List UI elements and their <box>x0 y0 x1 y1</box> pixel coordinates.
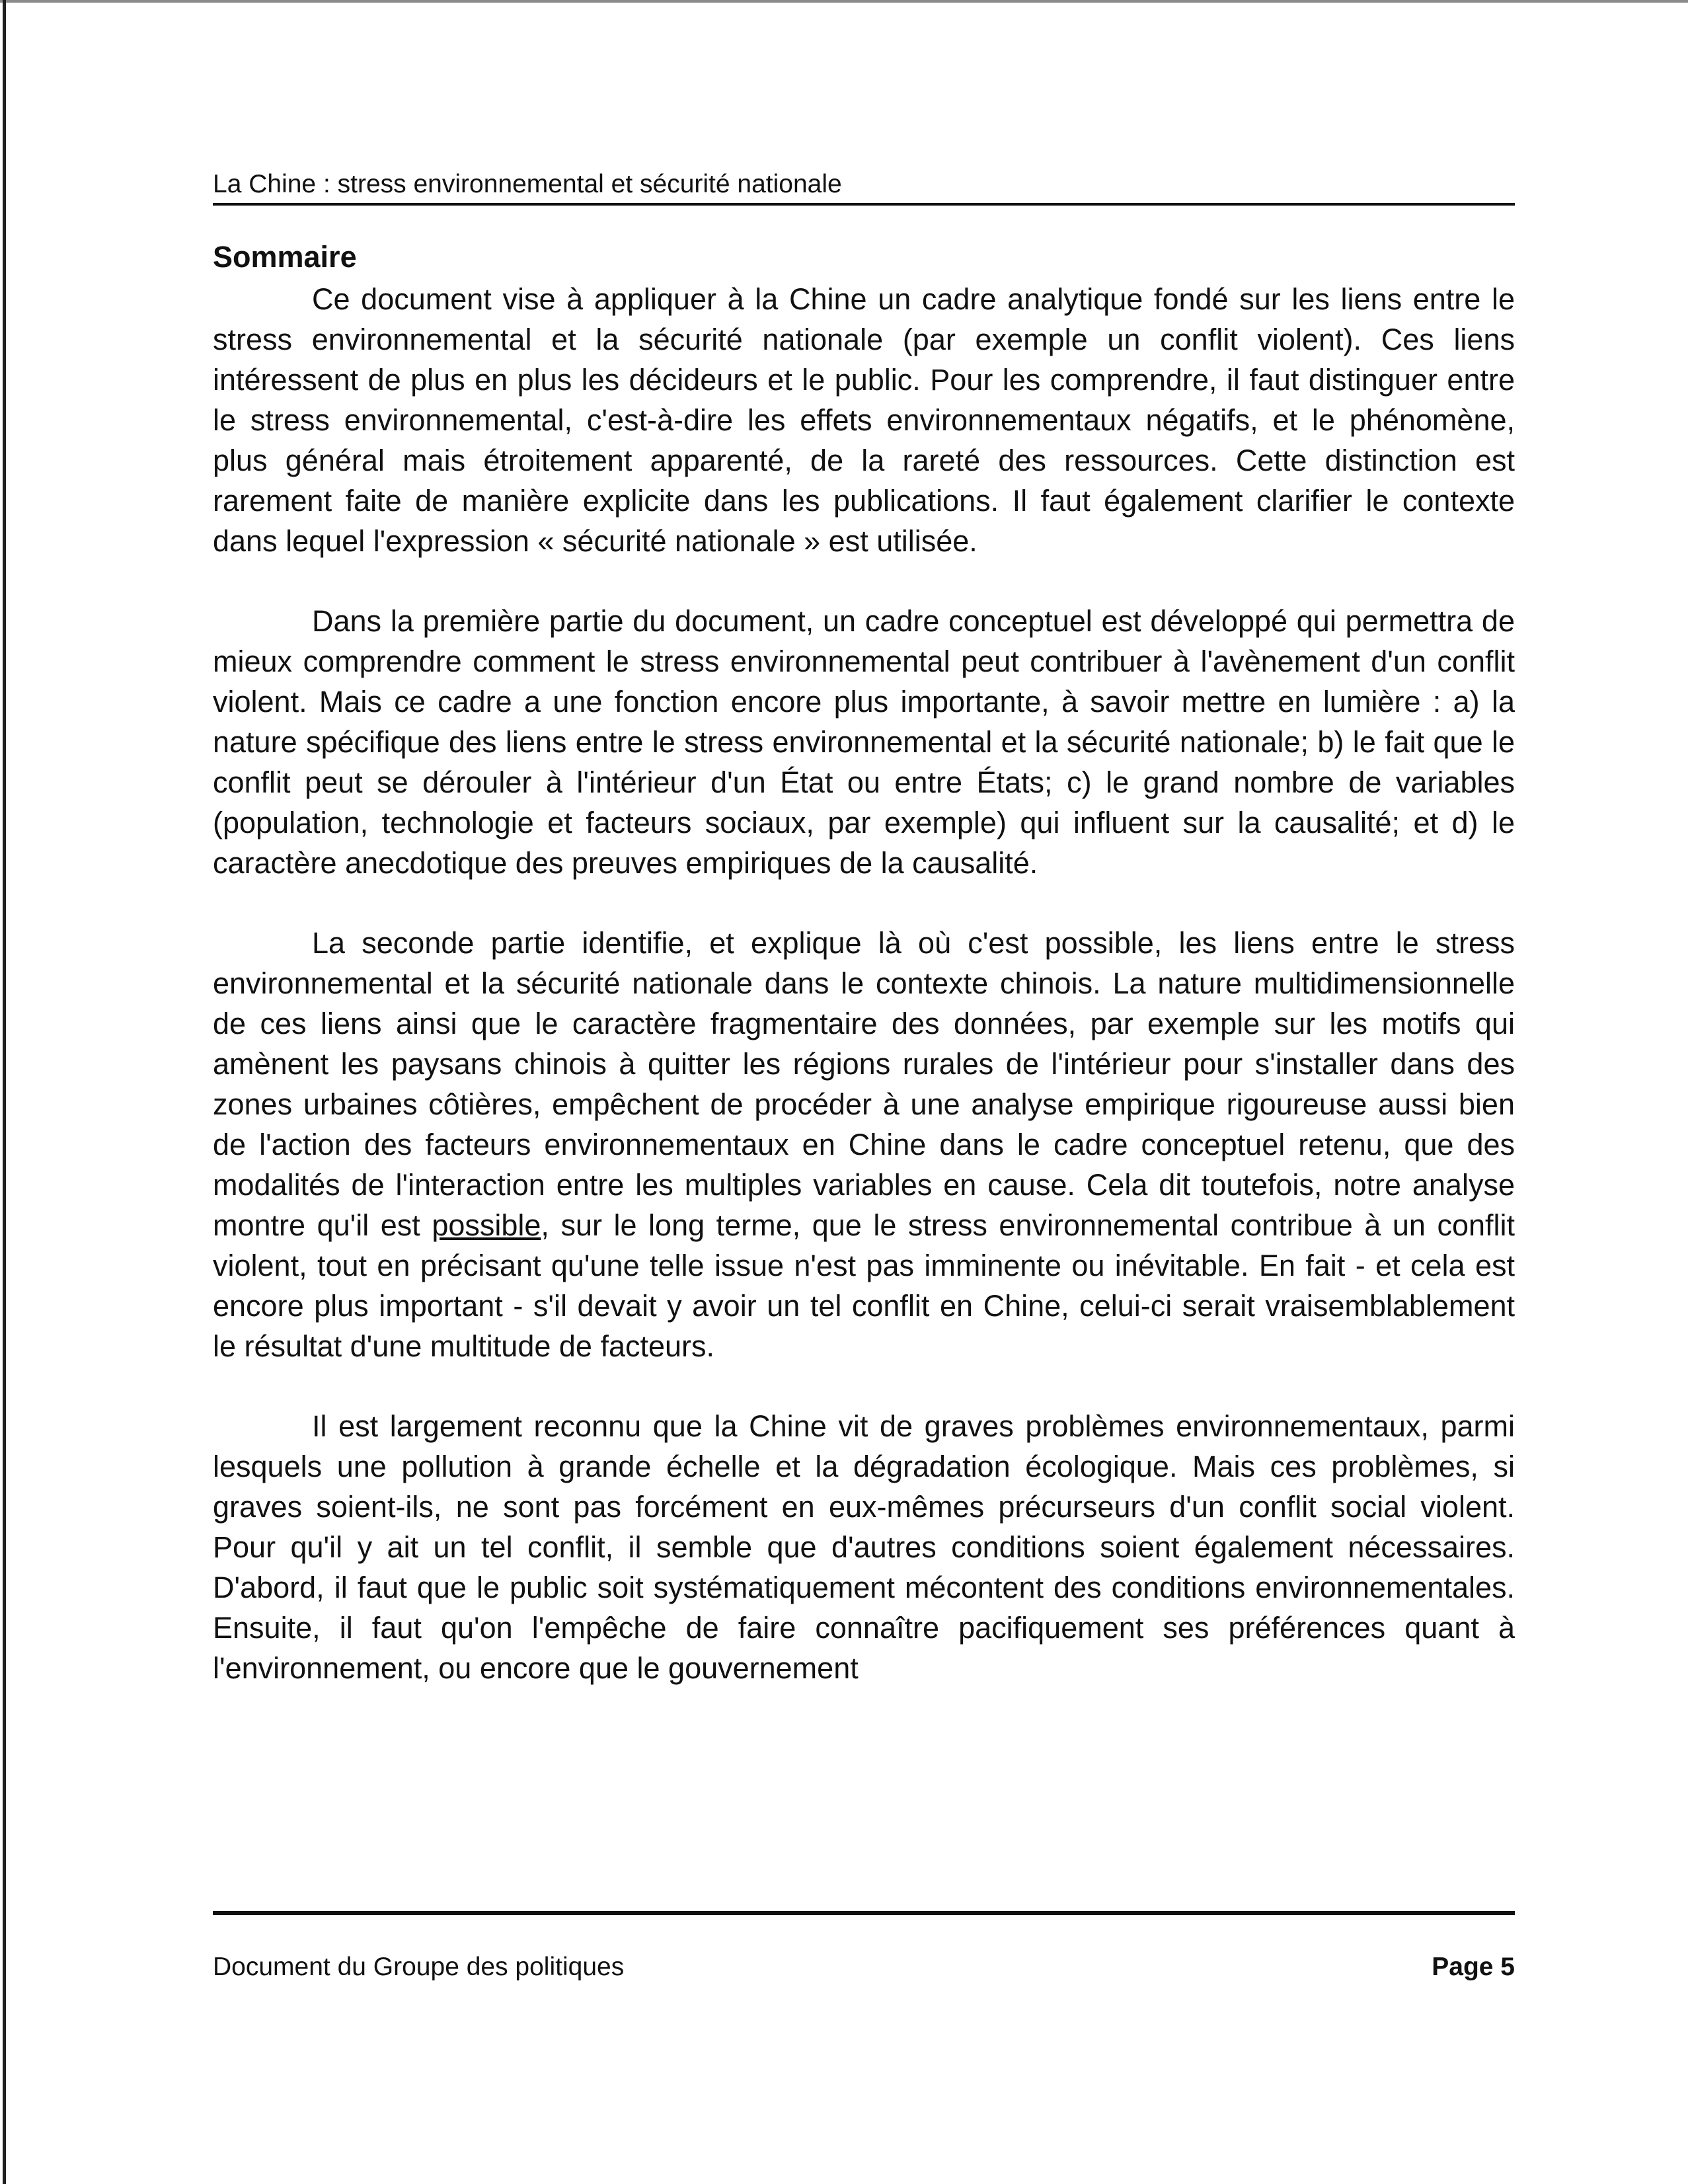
section-title: Sommaire <box>213 240 357 274</box>
paragraph-3-part-1: La seconde partie identifie, et explique là où c'est possible, les liens entre le stress environnemental et la sécurité nationale dans le contexte chinois. La nature multidimensionnelle de ces liens ainsi que le caractère fragmentaire des données, par exemple sur les motifs qui amènent les paysans chinois à quitter les régions rurales de l'intérieur pour s'installer dans des zones urbaines côtières, empêchent de procéder à une analyse empirique rigoureuse aussi bien de l'action des facteurs environnementaux en Chine dans le cadre conceptuel retenu, que des modalités de l'interaction entre les multiples variables en cause. Cela dit toutefois, notre analyse montre qu'il est <box>213 926 1515 1242</box>
footer-publisher: Document du Groupe des politiques <box>213 1953 625 1981</box>
running-header: La Chine : stress environnemental et sécurité nationale <box>213 170 842 198</box>
paragraph-1: Ce document vise à appliquer à la Chine un cadre analytique fondé sur les liens entre le stress environnemental et la sécurité nationale (par exemple un conflit violent). Ces liens intéressent de plus en plus les décideurs et le public. Pour les comprendre, il faut distinguer entre le stress environnemental, c'est-à-dire les effets environnementaux négatifs, et le phénomène, plus général mais étroitement apparenté, de la rareté des ressources. Cette distinction est rarement faite de manière explicite dans les publications. Il faut également clarifier le contexte dans lequel l'expression « sécurité nationale » est utilisée. <box>213 282 1515 558</box>
paragraph-2: Dans la première partie du document, un cadre conceptuel est développé qui permettra de mieux comprendre comment le stress environnemental peut contribuer à l'avènement d'un conflit violent. Mais ce cadre a une fonction encore plus importante, à savoir mettre en lumière : a) la nature spécifique des liens entre le stress environnemental et la sécurité nationale; b) le fait que le conflit peut se dérouler à l'intérieur d'un État ou entre États; c) le grand nombre de variables (population, technologie et facteurs sociaux, par exemple) qui influent sur la causalité; et d) le caractère anecdotique des preuves empiriques de la causalité. <box>213 604 1515 880</box>
document-page <box>213 0 1515 2184</box>
footer-rule <box>213 1911 1515 1915</box>
header-rule <box>213 203 1515 206</box>
paragraph-3 <box>213 923 1515 1366</box>
page-number: Page 5 <box>1432 1953 1515 1981</box>
scan-left-edge <box>3 0 6 2184</box>
paragraph-3-part-2: , sur le long terme, que le stress environnemental contribue à un conflit violent, tout en précisant qu'une telle issue n'est pas imminente ou inévitable. En fait - et cela est encore plus important - s'il devait y avoir un tel conflit en Chine, celui-ci serait vraisemblablement le résultat d'une multitude de facteurs. <box>213 1208 1515 1363</box>
body-text <box>213 279 1515 1728</box>
emphasis-possible: possible <box>432 1208 541 1242</box>
paragraph-4: Il est largement reconnu que la Chine vit de graves problèmes environnementaux, parmi lesquels une pollution à grande échelle et la dégradation écologique. Mais ces problèmes, si graves soient-ils, ne sont pas forcément en eux-mêmes précurseurs d'un conflit social violent. Pour qu'il y ait un tel conflit, il semble que d'autres conditions soient également nécessaires. D'abord, il faut que le public soit systématiquement mécontent des conditions environnementales. Ensuite, il faut qu'on l'empêche de faire connaître pacifiquement ses préférences quant à l'environnement, ou encore que le gouvernement <box>213 1409 1515 1685</box>
